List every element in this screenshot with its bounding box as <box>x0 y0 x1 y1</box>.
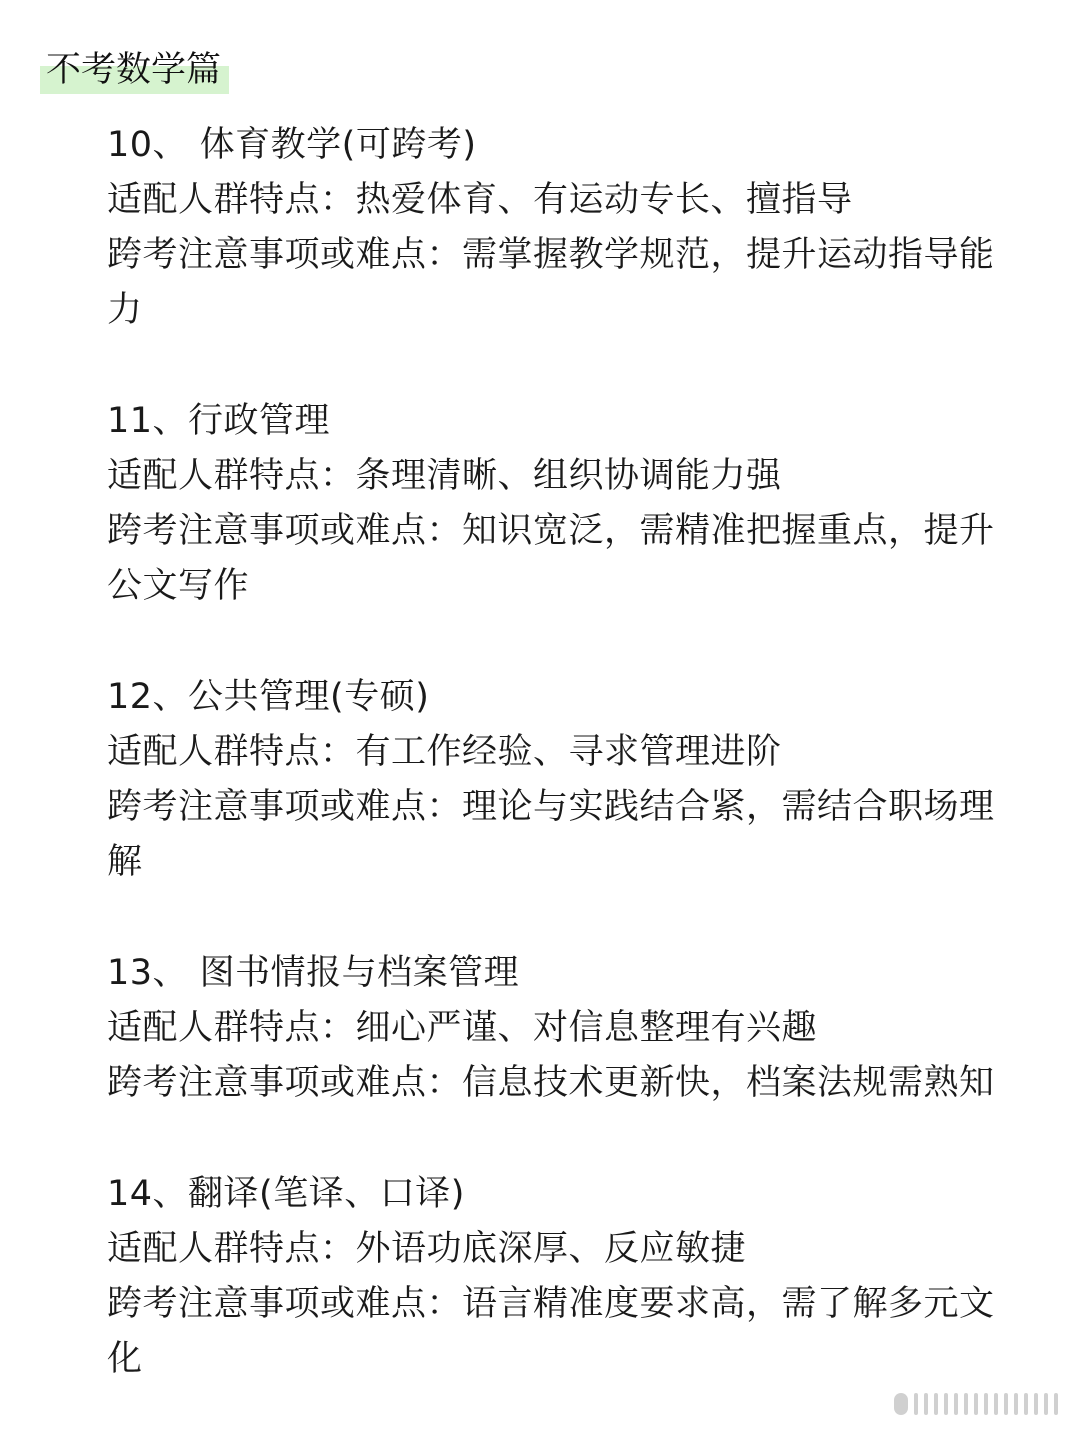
section-traits: 适配人群特点：外语功底深厚、反应敏捷 <box>107 1229 747 1269</box>
section-notes: 跨考注意事项或难点：信息技术更新快，档案法规需熟知 <box>107 1063 995 1103</box>
list-item <box>107 1167 1007 1387</box>
section-notes: 跨考注意事项或难点：理论与实践结合紧，需结合职场理解 <box>107 787 995 882</box>
section-traits: 适配人群特点：条理清晰、组织协调能力强 <box>107 456 782 496</box>
list-item <box>107 394 1007 614</box>
section-heading: 10、 体育教学(可跨考) <box>107 125 477 165</box>
section-heading: 14、翻译(笔译、口译) <box>107 1174 465 1214</box>
section-traits: 适配人群特点：热爱体育、有运动专长、擅指导 <box>107 180 853 220</box>
section-heading: 11、行政管理 <box>107 401 331 441</box>
content-list <box>107 118 1007 1387</box>
watermark-mark <box>894 1392 1058 1416</box>
list-item <box>107 946 1007 1111</box>
section-notes: 跨考注意事项或难点：知识宽泛，需精准把握重点，提升公文写作 <box>107 511 995 606</box>
list-item <box>107 118 1007 338</box>
section-traits: 适配人群特点：细心严谨、对信息整理有兴趣 <box>107 1008 818 1048</box>
page-title: 不考数学篇 <box>40 46 229 94</box>
list-item <box>107 670 1007 890</box>
section-notes: 跨考注意事项或难点：语言精准度要求高，需了解多元文化 <box>107 1284 995 1379</box>
section-heading: 12、公共管理(专硕) <box>107 677 430 717</box>
section-notes: 跨考注意事项或难点：需掌握教学规范，提升运动指导能力 <box>107 235 995 330</box>
section-heading: 13、 图书情报与档案管理 <box>107 953 520 993</box>
section-traits: 适配人群特点：有工作经验、寻求管理进阶 <box>107 732 782 772</box>
